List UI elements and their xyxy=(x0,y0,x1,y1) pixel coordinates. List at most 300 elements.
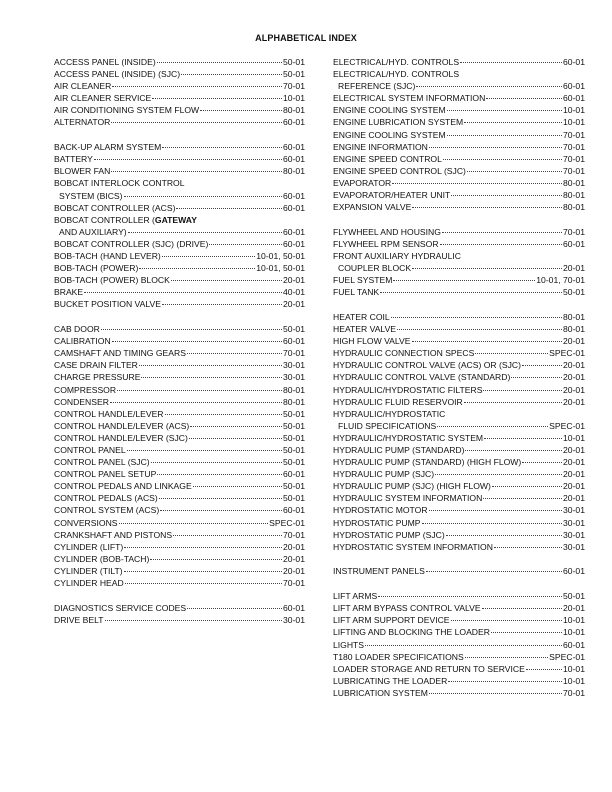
entry-label xyxy=(333,80,415,92)
entry-label-text: LIFT ARMS xyxy=(333,591,378,602)
index-column-left xyxy=(54,56,305,626)
index-entry xyxy=(54,541,305,553)
dot-leader xyxy=(200,110,282,111)
dot-leader xyxy=(124,196,283,197)
dot-leader xyxy=(380,292,562,293)
entry-label-text: BACK-UP ALARM SYSTEM xyxy=(54,142,162,153)
dot-leader xyxy=(412,268,562,269)
entry-label-text: HYDRAULIC FLUID RESERVOIR xyxy=(333,396,463,407)
entry-page: 80-01 xyxy=(283,105,305,116)
index-entry xyxy=(54,408,305,420)
spacer xyxy=(54,589,305,602)
dot-leader xyxy=(437,426,548,427)
entry-page: 60-01 xyxy=(283,226,305,237)
entry-page: 60-01 xyxy=(283,154,305,165)
entry-label-text: LUBRICATION SYSTEM xyxy=(333,687,428,698)
entry-label xyxy=(333,602,481,614)
entry-page: 80-01 xyxy=(283,396,305,407)
index-entry xyxy=(333,420,585,432)
index-entry xyxy=(333,250,585,262)
dot-leader xyxy=(159,498,282,499)
entry-label xyxy=(333,541,493,553)
entry-page: 50-01 xyxy=(563,591,585,602)
entry-label xyxy=(54,286,83,298)
index-entry xyxy=(333,153,585,165)
entry-label-text: AIR CONDITIONING SYSTEM FLOW xyxy=(54,105,200,116)
entry-label xyxy=(333,408,445,420)
index-entry xyxy=(333,614,585,626)
dot-leader xyxy=(173,535,282,536)
entry-label-text: COUPLER BLOCK xyxy=(338,263,412,274)
entry-label-text: CYLINDER (BOB-TACH) xyxy=(54,553,150,564)
entry-label xyxy=(333,177,391,189)
dot-leader xyxy=(162,256,255,257)
entry-label xyxy=(333,274,392,286)
entry-page: 20-01 xyxy=(563,360,585,371)
index-entry xyxy=(54,480,305,492)
index-entry xyxy=(54,56,305,68)
index-entry xyxy=(333,201,585,213)
entry-label xyxy=(54,116,110,128)
entry-label xyxy=(333,335,411,347)
index-entry xyxy=(54,504,305,516)
entry-page: 70-01 xyxy=(563,141,585,152)
entry-label xyxy=(54,141,161,153)
entry-label xyxy=(54,444,126,456)
entry-label-text: CONVERSIONS xyxy=(54,517,118,528)
index-entry xyxy=(333,408,585,420)
entry-page: 20-01 xyxy=(563,493,585,504)
entry-label xyxy=(54,92,151,104)
entry-label xyxy=(54,504,159,516)
entry-page: 70-01 xyxy=(283,529,305,540)
index-entry xyxy=(333,177,585,189)
index-entry xyxy=(54,359,305,371)
entry-label-text: CALIBRATION xyxy=(54,336,111,347)
entry-page: 20-01 xyxy=(563,603,585,614)
index-entry xyxy=(54,420,305,432)
index-entry xyxy=(333,517,585,529)
entry-page: 10-01 xyxy=(283,93,305,104)
entry-label-text: CONDENSER xyxy=(54,396,109,407)
dot-leader xyxy=(141,377,282,378)
dot-leader xyxy=(446,535,562,536)
entry-label-text: HYDROSTATIC SYSTEM INFORMATION xyxy=(333,541,493,552)
index-entry xyxy=(333,504,585,516)
index-entry xyxy=(54,250,305,262)
dot-leader xyxy=(447,110,562,111)
index-entry xyxy=(333,262,585,274)
entry-page: 70-01 xyxy=(563,687,585,698)
entry-page: 20-01 xyxy=(563,263,585,274)
dot-leader xyxy=(101,329,282,330)
dot-leader xyxy=(165,414,283,415)
dot-leader xyxy=(422,523,562,524)
dot-leader xyxy=(94,159,282,160)
entry-page: 30-01 xyxy=(563,529,585,540)
dot-leader xyxy=(448,681,562,682)
index-entry xyxy=(333,371,585,383)
index-entry xyxy=(333,651,585,663)
index-entry xyxy=(333,226,585,238)
entry-label-text: HYDRAULIC PUMP (SJC) xyxy=(333,469,435,480)
entry-page: 60-01 xyxy=(563,639,585,650)
entry-page: 60-01 xyxy=(563,238,585,249)
dot-leader xyxy=(412,341,563,342)
dot-leader xyxy=(209,244,282,245)
index-entry xyxy=(54,565,305,577)
entry-label xyxy=(54,456,150,468)
spacer xyxy=(54,129,305,142)
entry-page: 80-01 xyxy=(563,177,585,188)
entry-label xyxy=(333,165,466,177)
entry-label-text: BATTERY xyxy=(54,154,93,165)
entry-label-text: ENGINE COOLING SYSTEM xyxy=(333,129,446,140)
entry-page: 50-01 xyxy=(283,432,305,443)
entry-label xyxy=(54,104,199,116)
entry-label xyxy=(333,444,464,456)
index-entry xyxy=(333,311,585,323)
index-entry xyxy=(54,92,305,104)
entry-label xyxy=(54,408,164,420)
entry-label-text: ENGINE SPEED CONTROL (SJC) xyxy=(333,165,466,176)
index-entry xyxy=(333,238,585,250)
entry-label-text: BOB-TACH (HAND LEVER) xyxy=(54,251,161,261)
entry-label xyxy=(54,262,138,274)
entry-label xyxy=(333,311,390,323)
entry-label xyxy=(54,190,123,202)
index-entry xyxy=(54,323,305,335)
entry-page: 30-01 xyxy=(283,360,305,371)
entry-label-text: ELECTRICAL/HYD. CONTROLS xyxy=(333,69,460,80)
entry-label xyxy=(54,165,110,177)
entry-page: 30-01 xyxy=(283,372,305,383)
entry-label xyxy=(333,189,450,201)
entry-page: 80-01 xyxy=(283,166,305,177)
entry-page: 70-01 xyxy=(283,348,305,359)
dot-leader xyxy=(475,353,548,354)
entry-label xyxy=(54,250,161,262)
entry-label xyxy=(54,541,123,553)
entry-label-text: HEATER VALVE xyxy=(333,324,397,335)
dot-leader xyxy=(112,341,282,342)
entry-page: 10-01 xyxy=(563,117,585,128)
entry-page: 80-01 xyxy=(563,324,585,335)
entry-label-text: HYDRAULIC PUMP (SJC) (HIGH FLOW) xyxy=(333,481,491,492)
entry-page: 20-01 xyxy=(283,553,305,564)
dot-leader xyxy=(157,474,282,475)
entry-page: 70-01 xyxy=(563,226,585,237)
index-entry xyxy=(333,56,585,68)
entry-label-text: HYDRAULIC CONTROL VALVE (ACS) OR (SJC) xyxy=(333,360,521,371)
dot-leader xyxy=(111,171,282,172)
entry-label xyxy=(54,274,170,286)
entry-label-text: ELECTRICAL SYSTEM INFORMATION xyxy=(333,93,486,104)
entry-label-text: HYDRAULIC CONNECTION SPECS xyxy=(333,348,475,359)
entry-page: 20-01 xyxy=(563,457,585,468)
entry-label xyxy=(333,480,491,492)
index-entry xyxy=(54,298,305,310)
entry-label-text: LUBRICATING THE LOADER xyxy=(333,675,448,686)
entry-page: 30-01 xyxy=(283,614,305,625)
entry-page: 10-01, 70-01 xyxy=(536,275,585,286)
entry-page: 50-01 xyxy=(283,324,305,335)
entry-label-text: COMPRESSOR xyxy=(54,384,117,395)
entry-page: SPEC-01 xyxy=(549,651,585,662)
entry-label-text: ALTERNATOR xyxy=(54,117,111,128)
entry-label xyxy=(54,202,175,214)
index-entry xyxy=(333,165,585,177)
entry-label xyxy=(333,262,411,274)
entry-page: 50-01 xyxy=(563,287,585,298)
entry-page: 70-01 xyxy=(283,578,305,589)
entry-label-text: BOBCAT CONTROLLER (ACS) xyxy=(54,202,176,213)
entry-page: 10-01 xyxy=(563,432,585,443)
entry-page: 10-01, 50-01 xyxy=(256,263,305,274)
entry-label-text: EXPANSION VALVE xyxy=(333,202,412,213)
index-entry xyxy=(333,129,585,141)
dot-leader xyxy=(151,462,282,463)
entry-page: 60-01 xyxy=(283,202,305,213)
entry-page: 20-01 xyxy=(563,384,585,395)
index-entry xyxy=(54,80,305,92)
entry-page: 20-01 xyxy=(563,336,585,347)
entry-page: 50-01 xyxy=(283,420,305,431)
entry-page: 70-01 xyxy=(563,165,585,176)
entry-page: 60-01 xyxy=(283,602,305,613)
entry-page: 20-01 xyxy=(563,481,585,492)
index-entry xyxy=(54,432,305,444)
index-entry xyxy=(54,202,305,214)
index-entry xyxy=(333,335,585,347)
entry-label xyxy=(54,238,208,250)
entry-label xyxy=(54,492,158,504)
entry-label-text: BOBCAT CONTROLLER ( xyxy=(54,214,155,225)
dot-leader xyxy=(119,523,269,524)
entry-label xyxy=(54,214,197,226)
index-entry xyxy=(333,141,585,153)
index-entry xyxy=(333,80,585,92)
dot-leader xyxy=(150,559,282,560)
entry-label xyxy=(333,384,482,396)
entry-label-text: ENGINE SPEED CONTROL xyxy=(333,153,442,164)
spacer xyxy=(333,553,585,566)
entry-page: SPEC-01 xyxy=(269,517,305,528)
dot-leader xyxy=(393,280,535,281)
entry-page: 10-01 xyxy=(563,105,585,116)
index-entry xyxy=(333,626,585,638)
index-entry xyxy=(333,274,585,286)
entry-label-text: HYDRAULIC PUMP (STANDARD) xyxy=(333,445,465,455)
entry-label-text: FLYWHEEL RPM SENSOR xyxy=(333,238,439,249)
entry-page: 50-01 xyxy=(283,457,305,468)
entry-label xyxy=(333,129,446,141)
entry-label xyxy=(54,420,189,432)
entry-label xyxy=(333,347,474,359)
entry-page: 30-01 xyxy=(563,541,585,552)
dot-leader xyxy=(391,317,562,318)
entry-label xyxy=(333,432,483,444)
index-entry xyxy=(333,189,585,201)
dot-leader xyxy=(162,147,282,148)
dot-leader xyxy=(440,244,562,245)
dot-leader xyxy=(392,183,562,184)
entry-label-text: BOBCAT INTERLOCK CONTROL xyxy=(54,178,185,189)
entry-page: 40-01 xyxy=(283,287,305,298)
index-entry xyxy=(333,456,585,468)
entry-label xyxy=(54,298,161,310)
index-entry xyxy=(54,347,305,359)
entry-label-text: CONTROL PEDALS (ACS) xyxy=(54,493,158,504)
index-entry xyxy=(333,663,585,675)
entry-page: 20-01 xyxy=(563,372,585,383)
index-entry xyxy=(54,517,305,529)
index-entry xyxy=(54,165,305,177)
entry-page: 20-01 xyxy=(563,445,585,455)
index-entry xyxy=(333,687,585,699)
entry-label-text: CONTROL PANEL SETUP xyxy=(54,469,157,480)
entry-label-text: CONTROL PEDALS AND LINKAGE xyxy=(54,481,192,492)
dot-leader xyxy=(127,450,282,451)
index-entry xyxy=(54,190,305,202)
entry-label-text: T180 LOADER SPECIFICATIONS xyxy=(333,651,464,662)
entry-label xyxy=(54,335,111,347)
dot-leader xyxy=(491,632,562,633)
entry-page: SPEC-01 xyxy=(549,420,585,431)
dot-leader xyxy=(187,353,282,354)
entry-label xyxy=(333,116,463,128)
entry-label xyxy=(333,687,428,699)
dot-leader xyxy=(171,280,282,281)
dot-leader xyxy=(112,86,282,87)
dot-leader xyxy=(486,98,562,99)
index-entry xyxy=(54,396,305,408)
entry-label-text: INSTRUMENT PANELS xyxy=(333,566,425,577)
entry-label-text: ELECTRICAL/HYD. CONTROLS xyxy=(333,57,460,67)
index-entry xyxy=(333,396,585,408)
index-entry xyxy=(54,141,305,153)
index-entry xyxy=(333,541,585,553)
dot-leader xyxy=(125,583,282,584)
dot-leader xyxy=(124,571,282,572)
entry-label-text: HEATER COIL xyxy=(333,311,390,322)
entry-label xyxy=(54,614,104,626)
entry-label xyxy=(333,359,521,371)
index-entry xyxy=(333,384,585,396)
dot-leader xyxy=(193,486,282,487)
spacer xyxy=(333,213,585,226)
index-entry xyxy=(333,286,585,298)
entry-label xyxy=(333,371,510,383)
dot-leader xyxy=(526,669,562,670)
dot-leader xyxy=(397,329,562,330)
index-entry xyxy=(333,347,585,359)
entry-label xyxy=(333,468,434,480)
index-column-right xyxy=(333,56,585,699)
entry-label xyxy=(333,92,485,104)
index-entry xyxy=(333,529,585,541)
entry-label-text: AIR CLEANER SERVICE xyxy=(54,93,152,104)
entry-page: 10-01 xyxy=(563,615,585,626)
entry-label-text: EVAPORATOR/HEATER UNIT xyxy=(333,190,451,201)
dot-leader xyxy=(429,510,562,511)
entry-label-text: FLYWHEEL AND HOUSING xyxy=(333,226,441,237)
entry-label xyxy=(54,226,127,238)
dot-leader xyxy=(435,474,562,475)
entry-label xyxy=(333,68,459,80)
entry-label xyxy=(333,104,446,116)
dot-leader xyxy=(181,74,282,75)
entry-label xyxy=(54,323,100,335)
index-entry xyxy=(54,529,305,541)
index-entry xyxy=(333,602,585,614)
index-entry xyxy=(333,675,585,687)
dot-leader xyxy=(84,292,282,293)
dot-leader xyxy=(187,608,282,609)
dot-leader xyxy=(189,438,282,439)
index-entry xyxy=(333,590,585,602)
dot-leader xyxy=(426,571,562,572)
entry-page: 60-01 xyxy=(283,505,305,516)
dot-leader xyxy=(110,402,282,403)
entry-label xyxy=(333,529,445,541)
index-entry xyxy=(54,274,305,286)
dot-leader xyxy=(162,304,282,305)
entry-label-text: CONTROL HANDLE/LEVER xyxy=(54,408,164,419)
entry-label-text: CRANKSHAFT AND PISTONS xyxy=(54,529,173,540)
dot-leader xyxy=(442,232,562,233)
index-entry xyxy=(54,577,305,589)
entry-label-text: CONTROL SYSTEM (ACS) xyxy=(54,505,160,516)
index-entry xyxy=(333,639,585,651)
dot-leader xyxy=(416,86,562,87)
dot-leader xyxy=(190,426,282,427)
entry-label xyxy=(333,323,396,335)
entry-page: 30-01 xyxy=(563,517,585,528)
entry-label-text: ENGINE INFORMATION xyxy=(333,141,428,152)
entry-label-text: EVAPORATOR xyxy=(333,177,392,188)
entry-label-text: CONTROL HANDLE/LEVER (SJC) xyxy=(54,432,188,443)
entry-page: 60-01 xyxy=(563,57,585,67)
entry-label xyxy=(333,456,521,468)
index-entry xyxy=(333,492,585,504)
entry-label-text: HYDROSTATIC PUMP xyxy=(333,517,421,528)
entry-label-text: BLOWER FAN xyxy=(54,166,111,177)
dot-leader xyxy=(105,620,283,621)
entry-label-text: AIR CLEANER xyxy=(54,81,112,92)
dot-leader xyxy=(522,462,562,463)
entry-label xyxy=(54,517,118,529)
entry-page: 60-01 xyxy=(283,336,305,347)
dot-leader xyxy=(464,122,562,123)
entry-label xyxy=(54,602,186,614)
entry-label xyxy=(54,177,185,189)
index-entry xyxy=(54,614,305,626)
index-entry xyxy=(54,456,305,468)
entry-label-text: LIFT ARM BYPASS CONTROL VALVE xyxy=(333,603,481,614)
entry-page: 50-01 xyxy=(283,69,305,80)
index-entry xyxy=(333,104,585,116)
index-entry xyxy=(54,153,305,165)
entry-label xyxy=(54,347,186,359)
entry-label-text: FLUID SPECIFICATIONS xyxy=(338,420,437,431)
entry-label xyxy=(333,663,525,675)
entry-label-bold: GATEWAY xyxy=(154,214,197,225)
index-entry xyxy=(54,468,305,480)
entry-label-text: HYDRAULIC/HYDROSTATIC FILTERS xyxy=(333,384,483,395)
dot-leader xyxy=(365,645,562,646)
entry-label-text: BRAKE xyxy=(54,287,84,298)
